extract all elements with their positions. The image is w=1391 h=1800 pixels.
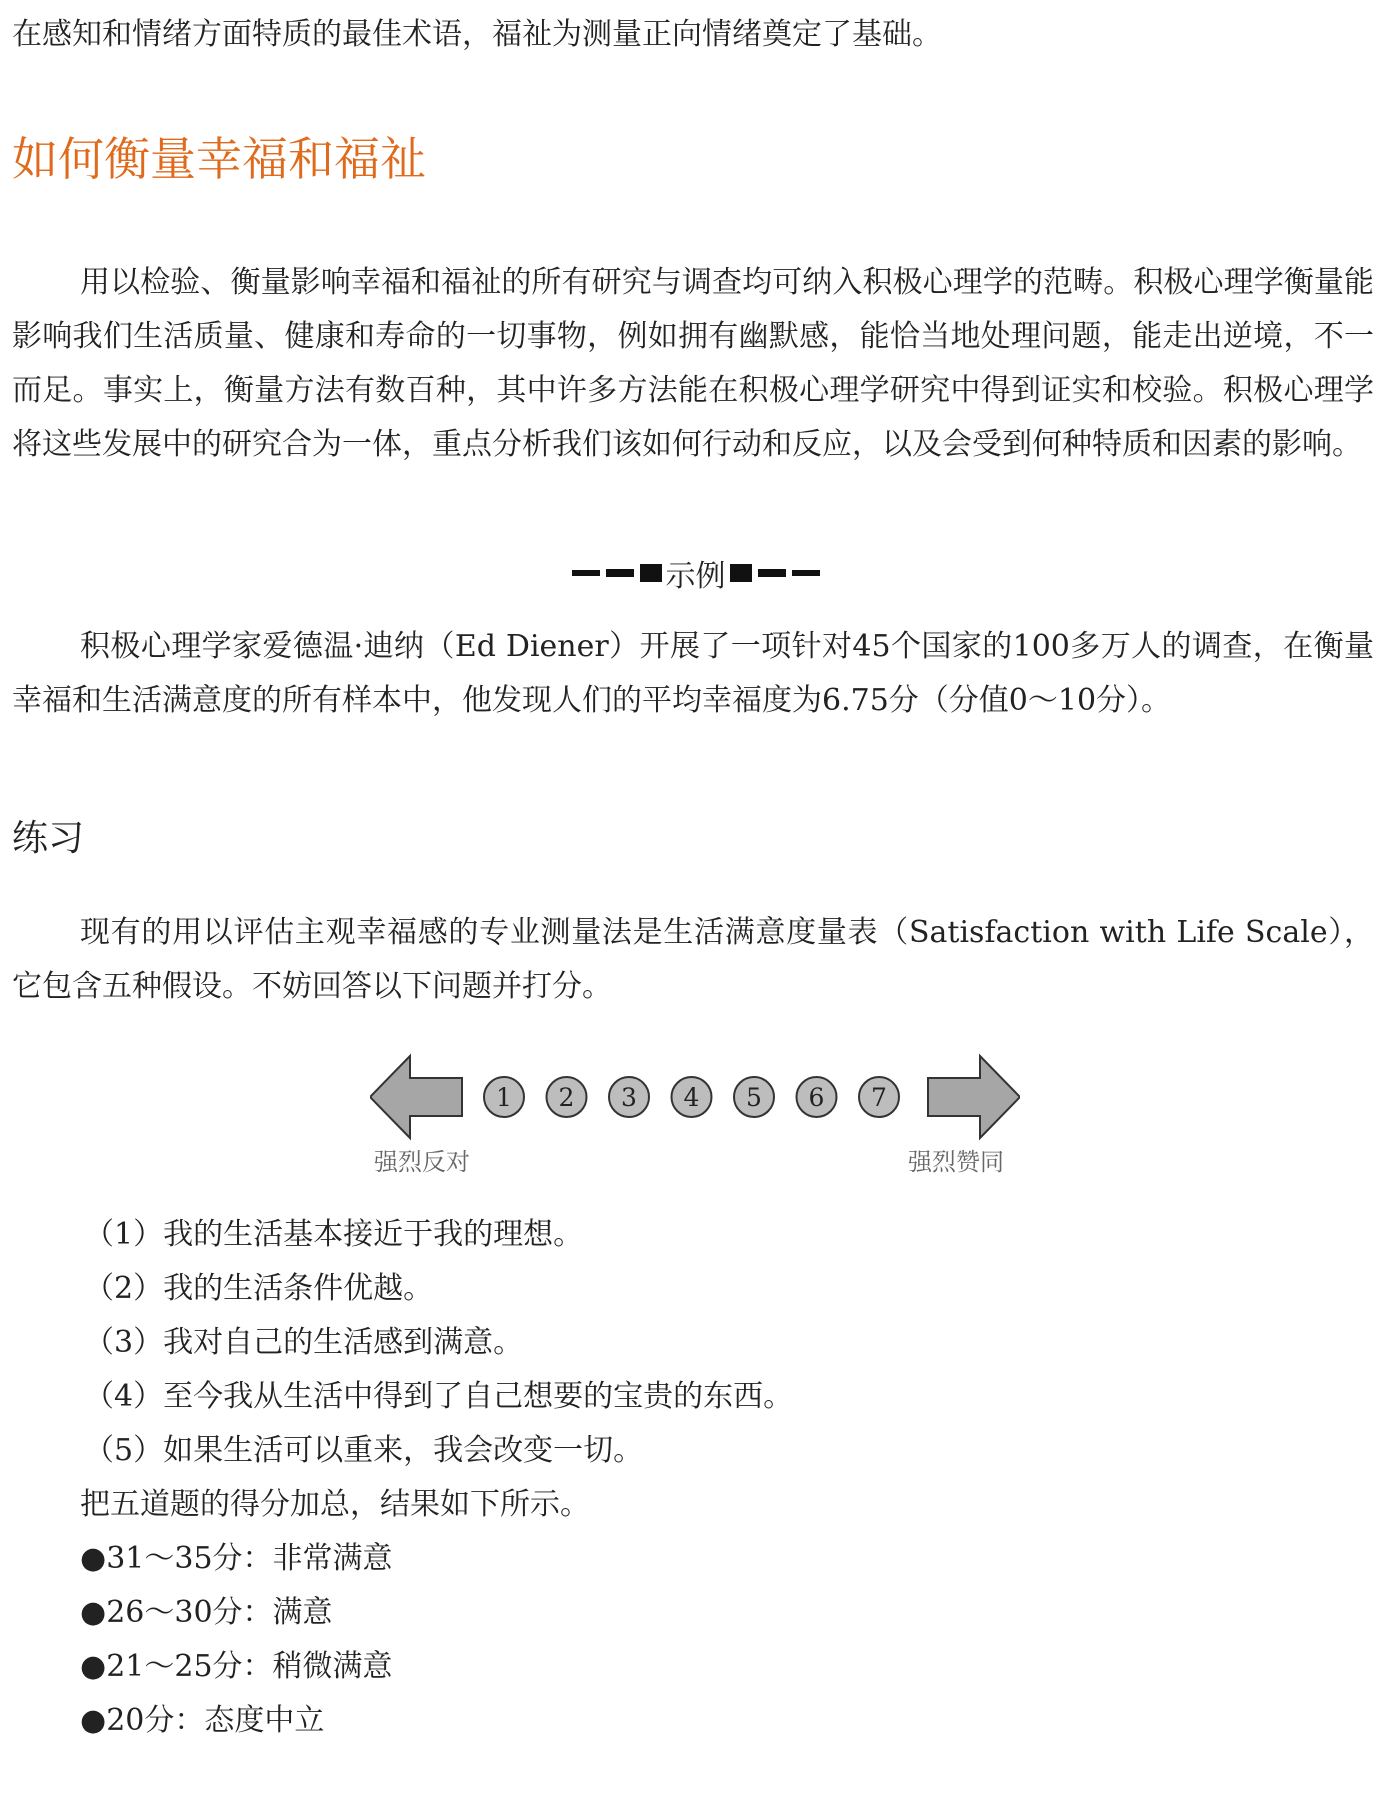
intro-paragraph: 用以检验、衡量影响幸福和福祉的所有研究与调查均可纳入积极心理学的范畴。积极心理学衡量能影响我们生活质量、健康和寿命的一切事物，例如拥有幽默感，能恰当地处理问题，能走出逆境，不一而足。事实上，衡量方法有数百种，其中许多方法能在积极心理学研究中得到证实和校验。积极心理学将这些发展中的研究合为一体，重点分析我们该如何行动和反应，以及会受到何种特质和因素的影响。 [12, 265, 1374, 462]
result-item: ● 20分：态度中立 [80, 1694, 324, 1748]
section-heading: 如何衡量幸福和福祉 [12, 132, 426, 186]
scale-right-label: 强烈赞同 [908, 1148, 1004, 1176]
scale-point-label: 3 [621, 1083, 637, 1112]
rating-scale-graphic [370, 1052, 1020, 1142]
scale-left-label: 强烈反对 [374, 1148, 470, 1176]
scale-point-label: 4 [683, 1083, 700, 1112]
result-item: ● 31～35分：非常满意 [80, 1532, 393, 1586]
decoration-bar [758, 569, 786, 577]
example-left-decoration [572, 564, 662, 582]
scale-point-label: 5 [746, 1083, 762, 1112]
decoration-bar [730, 564, 752, 582]
example-right-decoration [730, 564, 820, 582]
scale-point-label: 1 [496, 1083, 512, 1112]
right-arrow-icon [928, 1056, 1020, 1138]
decoration-bar [792, 570, 820, 576]
question-item: （4）至今我从生活中得到了自己想要的宝贵的东西。 [84, 1379, 794, 1414]
decoration-bar [640, 564, 662, 582]
example-title [0, 546, 1391, 600]
sum-intro-text: 把五道题的得分加总，结果如下所示。 [80, 1487, 590, 1522]
question-item: （3）我对自己的生活感到满意。 [84, 1325, 524, 1360]
result-item: ● 21～25分：稍微满意 [80, 1640, 393, 1694]
decoration-bar [572, 570, 600, 576]
exercise-paragraph: 现有的用以评估主观幸福感的专业测量法是生活满意度量表（Satisfaction with Life Scale），它包含五种假设。不妨回答以下问题并打分。 [12, 915, 1374, 1004]
left-arrow-icon [370, 1056, 462, 1138]
decoration-bar [606, 569, 634, 577]
question-item: （2）我的生活条件优越。 [84, 1271, 434, 1306]
scale-point-label: 7 [871, 1083, 887, 1112]
question-item: （1）我的生活基本接近于我的理想。 [84, 1217, 584, 1252]
example-paragraph: 积极心理学家爱德温·迪纳（Ed Diener）开展了一项针对45个国家的100多万人的调查，在衡量幸福和生活满意度的所有样本中，他发现人们的平均幸福度为6.75分（分值0～10分）。 [12, 629, 1374, 718]
example-label: 示例 [665, 559, 726, 594]
scale-point-label: 2 [558, 1083, 575, 1112]
question-item: （5）如果生活可以重来，我会改变一切。 [84, 1433, 644, 1468]
exercise-heading: 练习 [12, 818, 85, 859]
scale-point-label: 6 [808, 1083, 825, 1112]
top-line-text: 在感知和情绪方面特质的最佳术语，福祉为测量正向情绪奠定了基础。 [12, 17, 942, 52]
scale-points [484, 1077, 899, 1117]
result-item: ● 26～30分：满意 [80, 1586, 333, 1640]
